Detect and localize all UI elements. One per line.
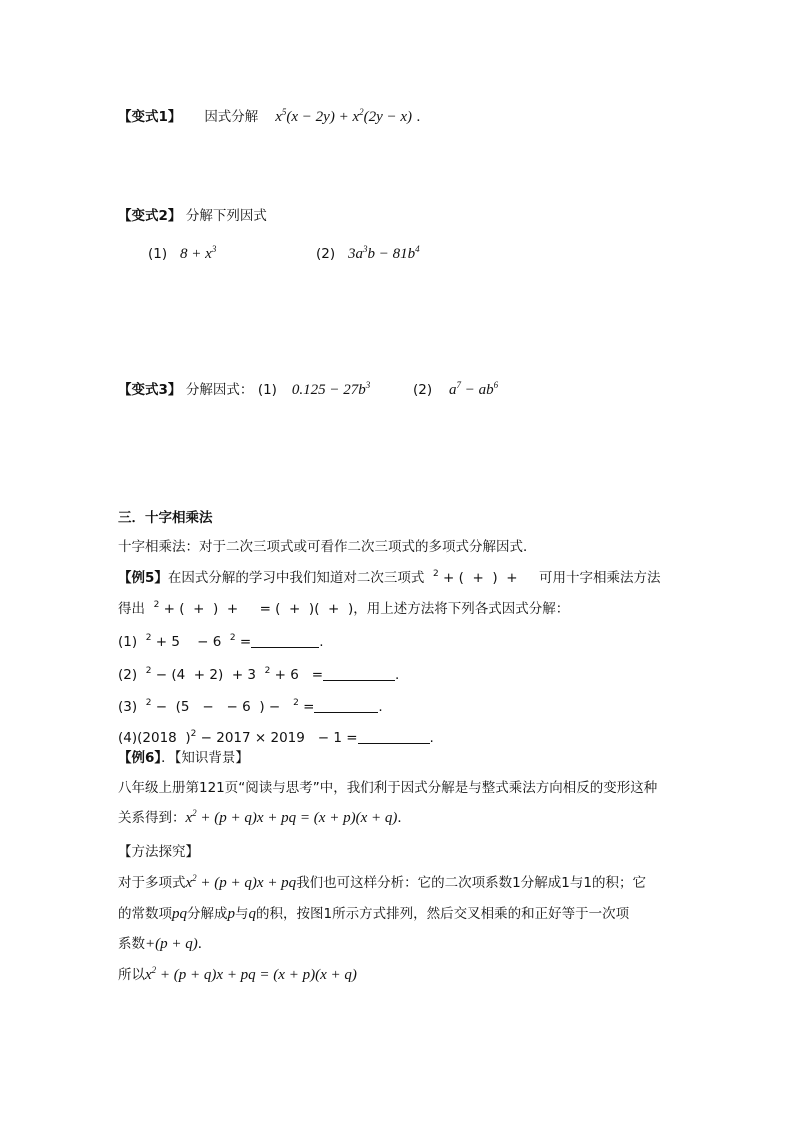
variant-1-expression: $x^5(x - 2y) + x^2(2y - x)$	[275, 107, 413, 125]
method-text: 我们也可这样分析：它的二次项系数1分解成1与1的积；它	[296, 875, 646, 891]
method-title: 【方法探究】	[118, 844, 199, 860]
problem-expression: $a^7 - ab^6$	[449, 380, 499, 398]
problem-expression: $0.125 - 27b^3$	[291, 380, 371, 398]
variant-2-problem-2	[316, 244, 420, 264]
variant-3-line	[118, 380, 370, 400]
background-line-1: 八年级上册第121页“阅读与思考”中，我们利于因式分解是与整式乘法方向相反的变形这种	[118, 780, 658, 796]
method-expression: +(p + q)	[145, 936, 198, 952]
example-5-question-4	[118, 728, 434, 748]
method-end: ．	[197, 936, 212, 952]
background-end: ．	[397, 810, 411, 826]
method-line-3	[118, 934, 211, 954]
method-var: p	[227, 906, 235, 922]
example-5-question-1	[118, 632, 324, 652]
problem-expression: $8 + x^3$	[180, 244, 217, 262]
example-6-header	[118, 748, 249, 768]
example-5-label: 【例5】	[118, 570, 168, 586]
variant-1-end: .	[416, 109, 421, 125]
example-5-question-2	[118, 665, 399, 685]
method-text: 的积，按图1所示方式排列，然后交叉相乘的和正好等于一次项	[256, 906, 630, 922]
answer-blank[interactable]	[314, 698, 378, 713]
problem-expression: $3a^3b - 81b^4$	[348, 244, 420, 262]
question-end: .	[378, 699, 383, 715]
method-expression: $x^2 + (p + q)x$ + pq	[185, 873, 297, 891]
example-5-text: 在因式分解的学习中我们知道对二次三项式 $^2$ + ( + ) + 可用十字相乘法方法	[167, 569, 661, 586]
variant-1-text: 因式分解	[204, 109, 259, 125]
variant-2-label: 【变式2】	[118, 208, 182, 224]
example-5-line-1	[118, 568, 661, 588]
problem-number: (2)	[413, 382, 433, 398]
section-definition: 十字相乘法：对于二次三项式或可看作二次三项式的多项式分解因式．	[118, 539, 537, 555]
variant-3-problem-2	[413, 380, 498, 400]
question-end: .	[319, 634, 324, 650]
question-text: (2) $^2$ − (4 + 2) + 3 $^2$ + 6 =	[118, 666, 324, 683]
variant-2-problem-1	[148, 244, 216, 264]
variant-1-label: 【变式1】	[118, 109, 182, 125]
question-text: (1) $^2$ + 5 − 6 $^2$ =	[118, 633, 252, 650]
example-5-question-3	[118, 697, 383, 717]
problem-number: (1)	[257, 382, 277, 398]
method-text: 与	[235, 906, 249, 922]
method-text: 系数	[118, 936, 145, 952]
question-end: .	[395, 667, 400, 683]
variant-2-text: 分解下列因式	[185, 208, 267, 224]
method-line-1	[118, 873, 646, 893]
variant-3-label: 【变式3】	[118, 382, 182, 398]
problem-number: (2)	[316, 246, 336, 262]
background-identity: $x^2 + (p + q)x$ + pq = (x + p)(x + q)	[185, 808, 398, 826]
method-text: 对于多项式	[118, 875, 186, 891]
problem-number: (1)	[148, 246, 168, 262]
method-text: 分解成	[187, 906, 228, 922]
question-text: (3) $^2$ − (5 − − 6 ) − $^2$ =	[118, 698, 315, 715]
method-line-2	[118, 904, 629, 924]
answer-blank[interactable]	[358, 729, 430, 744]
answer-blank[interactable]	[251, 633, 319, 648]
question-text: (4)(2018 )$^2$ − 2017 × 2019 − 1 =	[118, 729, 358, 746]
variant-2-line	[118, 206, 267, 226]
question-end: .	[429, 730, 434, 746]
variant-1-line	[118, 107, 420, 127]
example-6-label: 【例6】	[118, 750, 162, 766]
method-text: 所以	[118, 967, 145, 983]
background-text: 关系得到：	[118, 810, 186, 826]
variant-3-text: 分解因式：	[185, 382, 254, 398]
section-title: 三．十字相乘法	[118, 510, 213, 526]
method-var: pq	[172, 906, 187, 922]
background-line-2	[118, 808, 411, 828]
example-6-label-tail: ．【知识背景】	[161, 750, 249, 766]
example-5-line-2: 得出 $^2$ + ( + ) + = ( + )( + )，用上述方法将下列各式因式分解：	[118, 600, 570, 617]
method-line-4	[118, 965, 357, 985]
method-text: 的常数项	[118, 906, 172, 922]
method-expression: $x^2 + (p + q)x$ + pq = (x + p)(x + q)	[145, 965, 357, 983]
method-var: q	[248, 906, 256, 922]
answer-blank[interactable]	[323, 666, 395, 681]
